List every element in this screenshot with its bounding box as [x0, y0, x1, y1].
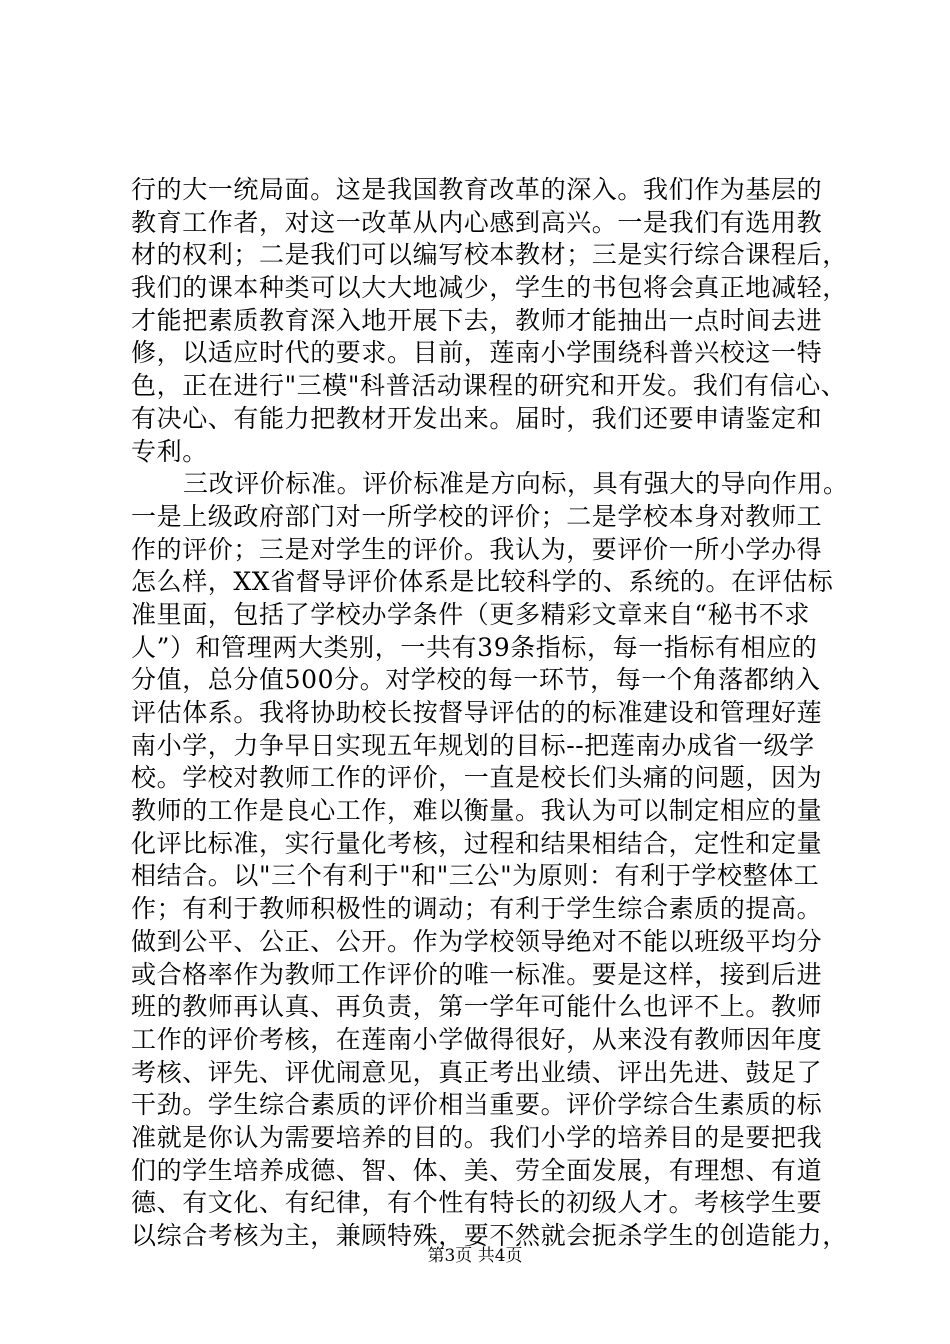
text-line: 行的大一统局面。这是我国教育改革的深入。我们作为基层的 [131, 175, 823, 204]
text-line: 有决心、有能力把教材开发出来。届时，我们还要申请鉴定和 [131, 403, 823, 433]
text-line: 校。学校对教师工作的评价，一直是校长们头痛的问题，因为 [131, 763, 823, 793]
text-line: 做到公平、公正、公开。作为学校领导绝对不能以班级平均分 [131, 926, 823, 956]
text-line: 干劲。学生综合素质的评价相当重要。评价学综合生素质的标 [131, 1090, 823, 1120]
text-line: 作的评价；三是对学生的评价。我认为，要评价一所小学办得 [131, 534, 823, 564]
text-line: 评估体系。我将协助校长按督导评估的的标准建设和管理好莲 [131, 698, 823, 727]
text-line: 班的教师再认真、再负责，第一学年可能什么也评不上。教师 [131, 992, 823, 1022]
page-footer [0, 1245, 950, 1267]
text-line: 南小学，力争早日实现五年规划的目标--把莲南办成省一级学 [131, 730, 815, 760]
text-line: 作；有利于教师积极性的调动；有利于学生综合素质的提高。 [131, 894, 823, 924]
text-line: 准就是你认为需要培养的目的。我们小学的培养目的是要把我 [131, 1122, 823, 1152]
text-line: 工作的评价考核，在莲南小学做得很好，从来没有教师因年度 [131, 1024, 823, 1054]
text-line: 一是上级政府部门对一所学校的评价；二是学校本身对教师工 [131, 501, 823, 531]
text-line: 我们的课本种类可以大大地减少，学生的书包将会真正地减轻， [131, 273, 848, 303]
text-line: 人”）和管理两大类别，一共有39条指标，每一指标有相应的 [131, 632, 818, 662]
text-line: 才能把素质教育深入地开展下去，教师才能抽出一点时间去进 [131, 305, 823, 335]
text-line: 色，正在进行"三模"科普活动课程的研究和开发。我们有信心、 [131, 371, 847, 401]
text-line: 专利。 [131, 436, 208, 466]
text-line: 们的学生培养成德、智、体、美、劳全面发展，有理想、有道 [131, 1155, 823, 1185]
text-line: 化评比标准，实行量化考核，过程和结果相结合，定性和定量 [131, 828, 823, 858]
body-text [131, 174, 849, 1253]
text-line: 相结合。以"三个有利于"和"三公"为原则：有利于学校整体工 [131, 861, 820, 891]
page-number: 第3页 共4页 [427, 1246, 523, 1266]
text-line: 修，以适应时代的要求。目前，莲南小学围绕科普兴校这一特 [131, 338, 823, 368]
text-line: 怎么样，XX省督导评价体系是比较科学的、系统的。在评估标 [131, 567, 834, 597]
text-line: 教师的工作是良心工作，难以衡量。我认为可以制定相应的量 [131, 796, 823, 826]
text-line: 准里面，包括了学校办学条件（更多精彩文章来自“秘书不求 [131, 599, 810, 629]
paragraph-start-line: 三改评价标准。评价标准是方向标，具有强大的导向作用。 [183, 469, 849, 499]
text-line: 德、有文化、有纪律，有个性有特长的初级人才。考核学生要 [131, 1188, 823, 1218]
text-line: 以综合考核为主，兼顾特殊，要不然就会扼杀学生的创造能力， [131, 1221, 848, 1250]
text-line: 材的权利；二是我们可以编写校本教材；三是实行综合课程后， [131, 240, 848, 270]
text-line: 教育工作者，对这一改革从内心感到高兴。一是我们有选用教 [131, 207, 823, 237]
text-line: 分值，总分值500分。对学校的每一环节，每一个角落都纳入 [131, 665, 821, 695]
text-line: 考核、评先、评优闹意见，真正考出业绩、评出先进、鼓足了 [131, 1057, 823, 1087]
text-line: 或合格率作为教师工作评价的唯一标准。要是这样，接到后进 [131, 959, 823, 989]
